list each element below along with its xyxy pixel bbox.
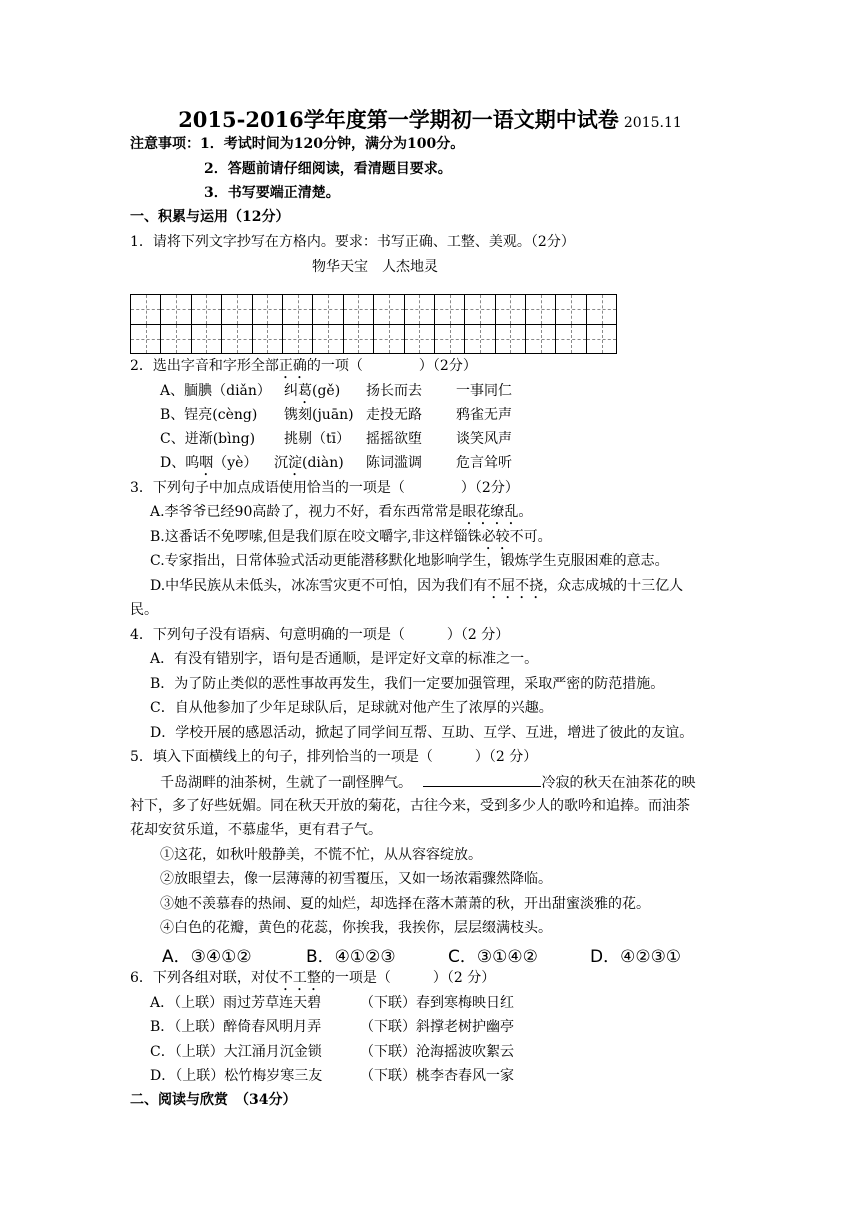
q2-option-b-col1: B、锃亮(cèng) (160, 407, 258, 423)
writing-grid (130, 294, 617, 354)
section2-heading: 二、阅读与欣赏 （34分） (130, 1092, 297, 1108)
grid-cell[interactable] (222, 324, 252, 354)
grid-cell[interactable] (282, 295, 312, 325)
grid-cell[interactable] (434, 295, 464, 325)
q2-option-c-col2: 挑剔（tī） (284, 431, 351, 447)
q2-stem-post: 的一项（ ）（2分） (306, 358, 477, 374)
q2a-b-post: (gě) (312, 383, 341, 399)
q3-stem: 3．下列句子中加点成语使用恰当的一项是（ ）（2分） (130, 480, 519, 496)
grid-cell[interactable] (495, 324, 525, 354)
grid-cell[interactable] (556, 324, 586, 354)
q4-stem: 4．下列句子没有语病、句意明确的一项是（ ）（2 分） (130, 627, 510, 643)
q4-option-d: D．学校开展的感恩活动，掀起了同学间互帮、互助、互学、互进，增进了彼此的友谊。 (150, 725, 694, 741)
q6-option-a-lower: （下联）春到寒梅映日红 (360, 995, 514, 1011)
q2-option-d-col1 (160, 453, 257, 479)
grid-cell[interactable] (343, 295, 373, 325)
q2-option-b-col4: 鸦雀无声 (456, 407, 512, 423)
q5-p1-post: 冷寂的秋天在油茶花的映 (541, 775, 696, 791)
q2a-b-dot: 葛 (298, 383, 312, 399)
q2-stem-dot: 正确 (278, 358, 307, 374)
q3-option-b (150, 527, 552, 553)
q3a-post: 。 (518, 504, 533, 520)
q5-choice-b: B．④①②③ (306, 947, 396, 967)
q3-option-c: C.专家指出，日常体验式活动更能潜移默化地影响学生，锻炼学生克服困难的意志。 (150, 553, 669, 569)
grid-cell[interactable] (131, 295, 161, 325)
grid-cell[interactable] (586, 324, 616, 354)
q3b-post: 不可。 (509, 529, 552, 545)
q2a-b: 纠 (284, 383, 298, 399)
q2-option-a-col4: 一事同仁 (456, 383, 512, 399)
grid-cell[interactable] (526, 324, 556, 354)
grid-cell[interactable] (404, 295, 434, 325)
q3-option-a (150, 502, 532, 528)
q2-stem-pre: 2．选出字音和字形全部 (130, 358, 279, 374)
q2-option-d-col2 (274, 453, 344, 479)
q2-option-b-col2: 镌刻(juān) (284, 407, 354, 423)
q2-option-a-col2 (284, 381, 340, 407)
q3a-pre: A.李爷爷已经90高龄了，视力不好，看东西常常是 (150, 504, 463, 520)
grid-cell[interactable] (252, 295, 282, 325)
q2-option-b-col3: 走投无路 (366, 407, 422, 423)
q6-stem-post: 的一项是（ ）（2 分） (320, 970, 496, 986)
q6-stem-dot: 不工整 (278, 970, 321, 986)
note-item-1: 1．考试时间为120分钟，满分为100分。 (200, 136, 465, 152)
grid-cell[interactable] (313, 324, 343, 354)
q5-sentence-3: ③她不羡慕春的热闹、夏的灿烂，却选择在落木萧萧的秋，开出甜蜜淡雅的花。 (160, 896, 650, 912)
q3-option-d-cont: 民。 (130, 602, 158, 618)
section1-heading: 一、积累与运用（12分） (130, 209, 290, 225)
q5-stem: 5．填入下面横线上的句子，排列恰当的一项是（ ）（2 分） (130, 749, 538, 765)
note-item-2: 2．答题前请仔细阅读，看清题目要求。 (204, 161, 452, 177)
q3d-post: ，众志成城的十三亿人 (543, 578, 684, 594)
q3d-dot: 不屈不挠 (487, 578, 544, 594)
q5-sentence-2: ②放眼望去，像一层薄薄的初雪覆压，又如一场浓霜骤然降临。 (160, 871, 552, 887)
q2-option-d-col3: 陈词滥调 (366, 455, 422, 471)
q2d-a-dot: 咽 (199, 455, 214, 471)
q6-option-c-upper: C．（上联）大江涌月沉金锁 (150, 1044, 322, 1060)
q1-copy-text: 物华天宝 人杰地灵 (312, 259, 438, 275)
grid-cell[interactable] (343, 324, 373, 354)
q2-stem (130, 356, 477, 382)
title-date: 2015.11 (623, 115, 682, 131)
q2-option-c-col4: 谈笑风声 (456, 431, 512, 447)
grid-cell[interactable] (526, 295, 556, 325)
grid-cell[interactable] (374, 295, 404, 325)
q6-option-a-upper: A．（上联）雨过芳草连天碧 (150, 995, 322, 1011)
q2d-b: 沉 (274, 455, 288, 471)
q4-option-b: B．为了防止类似的恶性事故再发生，我们一定要加强管理，采取严密的防范措施。 (150, 676, 665, 692)
q2d-b-dot: 淀 (288, 455, 302, 471)
grid-cell[interactable] (282, 324, 312, 354)
q3b-pre: B.这番话不免啰嗦,但是我们原在咬文嚼字,非这样锱铢 (150, 529, 482, 545)
q2d-b-post: (diàn) (302, 455, 344, 471)
q5-sentence-4: ④白色的花瓣，黄色的花蕊，你挨我，我挨你，层层缀满枝头。 (160, 920, 552, 936)
notes-line-1 (130, 134, 464, 154)
grid-cell[interactable] (161, 324, 191, 354)
grid-cell[interactable] (495, 295, 525, 325)
q6-option-b-upper: B．（上联）醉倚春风明月弄 (150, 1019, 322, 1035)
q3a-dot: 眼花缭乱 (462, 504, 519, 520)
grid-cell[interactable] (465, 295, 495, 325)
q6-option-d-lower: （下联）桃李杏春风一家 (360, 1068, 514, 1084)
q2d-a-post: （yè） (213, 455, 258, 471)
q5-choice-a: A．③④①② (162, 947, 252, 967)
grid-cell[interactable] (313, 295, 343, 325)
q5-answer-blank[interactable] (423, 772, 541, 787)
q3d-pre: D.中华民族从未低头，冰冻雪灾更不可怕，因为我们有 (150, 578, 488, 594)
grid-cell[interactable] (161, 295, 191, 325)
q1-stem: 1．请将下列文字抄写在方格内。要求：书写正确、工整、美观。（2分） (130, 234, 575, 250)
q3-option-d (150, 576, 683, 602)
exam-title (0, 104, 860, 134)
q6-stem (130, 968, 495, 994)
q2-option-a-col3: 扬长而去 (366, 383, 422, 399)
q4-option-a: A．有没有错别字，语句是否通顺，是评定好文章的标准之一。 (150, 651, 539, 667)
q4-option-c: C．自从他参加了少年足球队后，足球就对他产生了浓厚的兴趣。 (150, 700, 553, 716)
q5-sentence-1: ①这花，如秋叶般静美，不慌不忙，从从容容绽放。 (160, 847, 482, 863)
grid-cell[interactable] (191, 324, 221, 354)
q2-option-c-col1: C、迸渐(bìng) (160, 431, 256, 447)
q3b-dot: 必较 (481, 529, 510, 545)
q2d-a-pre: D、呜 (160, 455, 200, 471)
q5-passage-line-2: 衬下，多了好些妩媚。同在秋天开放的菊花，古往今来，受到多少人的歌吟和追捧。而油茶 (130, 798, 690, 814)
q6-stem-pre: 6．下列各组对联，对仗 (130, 970, 279, 986)
grid-cell[interactable] (222, 295, 252, 325)
notes-label: 注意事项： (130, 136, 200, 152)
q5-passage-line-3: 花却安贫乐道，不慕虚华，更有君子气。 (130, 822, 382, 838)
note-item-3: 3．书写要端正清楚。 (204, 185, 340, 201)
q2-option-a-col1: A、腼腆（diǎn） (160, 383, 271, 399)
grid-cell[interactable] (191, 295, 221, 325)
grid-cell[interactable] (434, 324, 464, 354)
q5-passage-line-1 (160, 772, 695, 793)
title-text: 2015-2016学年度第一学期初一语文期中试卷 (178, 107, 619, 132)
q5-choice-c: C．③①④② (448, 947, 538, 967)
grid-cell[interactable] (131, 324, 161, 354)
q2-option-d-col4: 危言耸听 (456, 455, 512, 471)
q5-p1-pre: 千岛湖畔的油茶树，生就了一副怪脾气。 (160, 775, 405, 791)
grid-cell[interactable] (556, 295, 586, 325)
q2-option-c-col3: 摇摇欲堕 (366, 431, 422, 447)
grid-cell[interactable] (586, 295, 616, 325)
grid-cell[interactable] (374, 324, 404, 354)
q6-option-b-lower: （下联）斜撑老树护幽亭 (360, 1019, 514, 1035)
q6-option-c-lower: （下联）沧海摇波吹絮云 (360, 1044, 514, 1060)
grid-cell[interactable] (252, 324, 282, 354)
grid-cell[interactable] (404, 324, 434, 354)
q5-choice-d: D．④②③① (590, 947, 682, 967)
grid-cell[interactable] (465, 324, 495, 354)
q6-option-d-upper: D．（上联）松竹梅岁寒三友 (150, 1068, 323, 1084)
